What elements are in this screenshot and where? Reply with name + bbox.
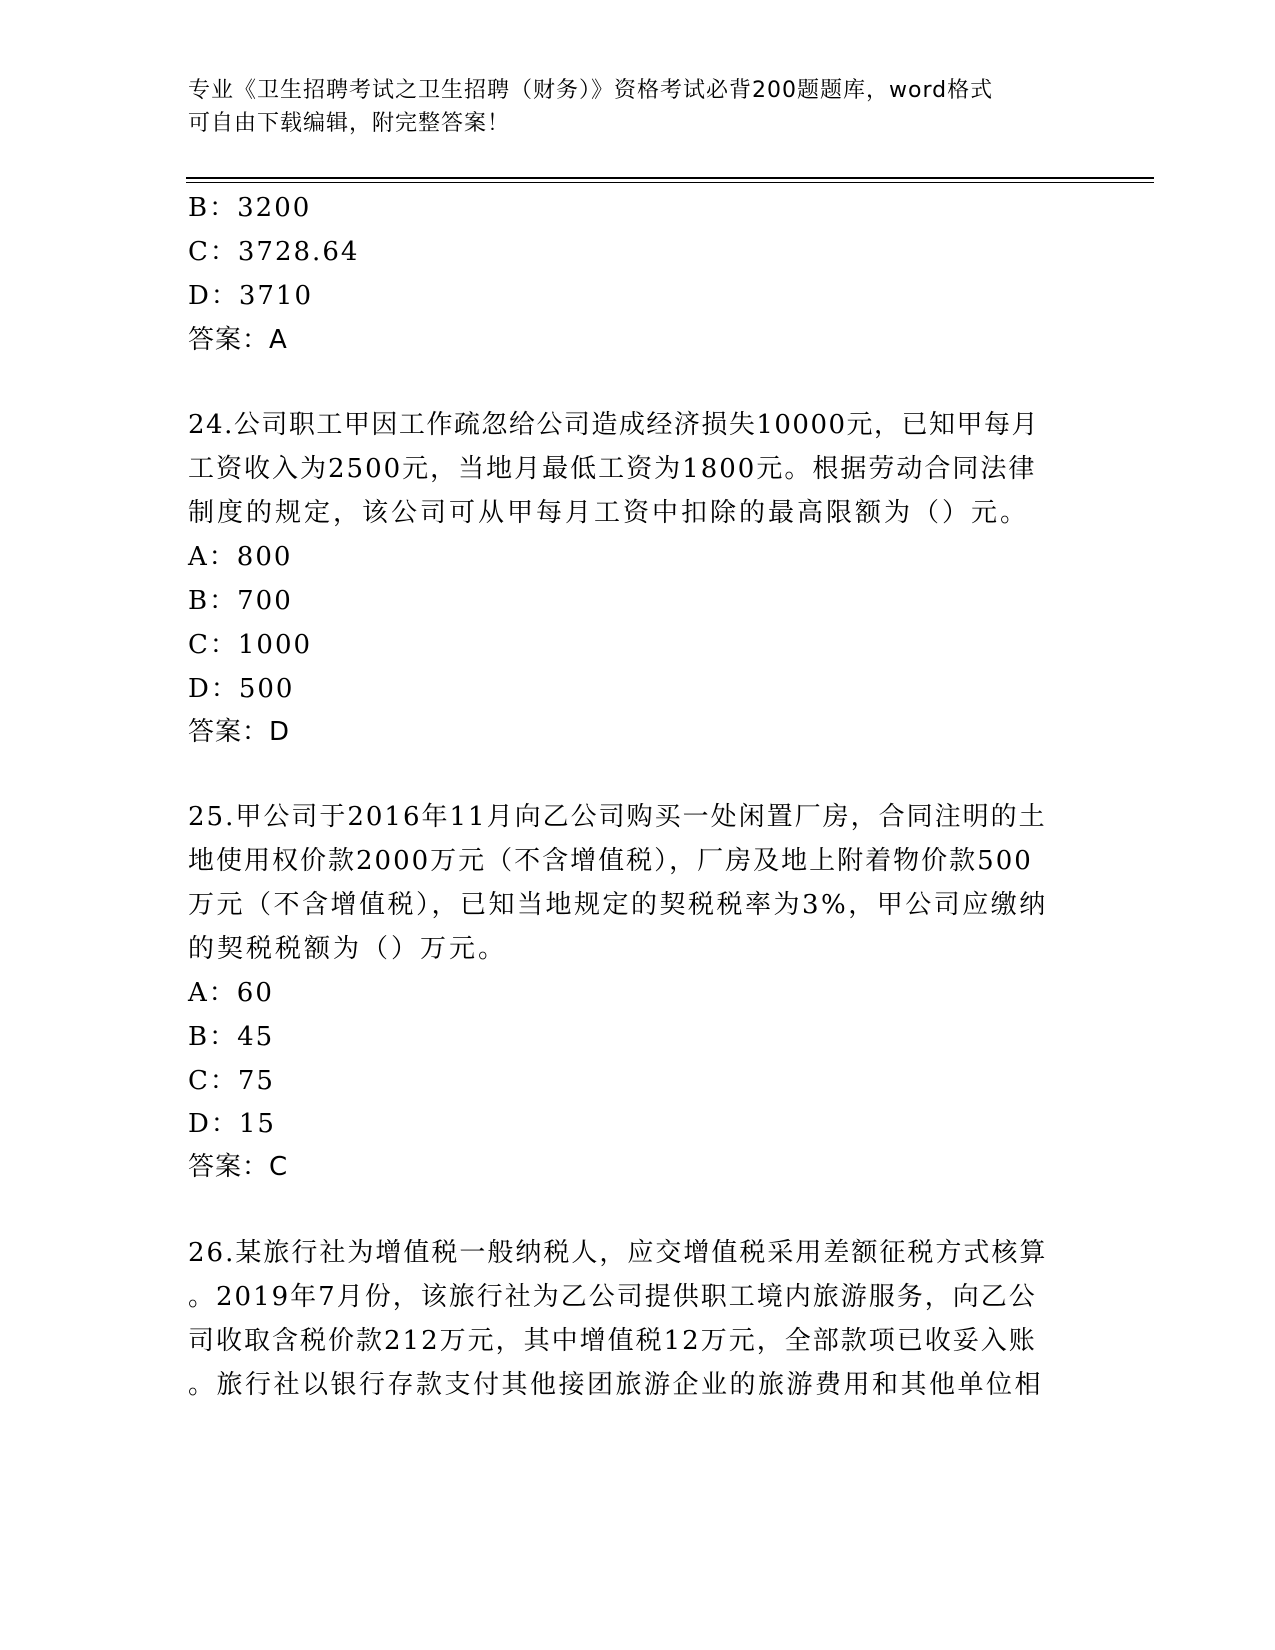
header-line-2: 可自由下载编辑，附完整答案！ bbox=[188, 111, 511, 136]
q23-option-c: C：3728.64 bbox=[188, 237, 360, 267]
q25-stem-line-1: 25.甲公司于2016年11月向乙公司购买一处闲置厂房，合同注明的土 bbox=[188, 802, 1047, 832]
q24-stem-line-1: 24.公司职工甲因工作疏忽给公司造成经济损失10000元，已知甲每月 bbox=[188, 410, 1040, 440]
header-rule-thick bbox=[186, 177, 1154, 179]
q23-option-b: B：3200 bbox=[188, 193, 312, 223]
q23-option-d: D：3710 bbox=[188, 281, 314, 311]
q25-option-d: D：15 bbox=[188, 1109, 276, 1139]
q26-stem-line-1: 26.某旅行社为增值税一般纳税人，应交增值税采用差额征税方式核算 bbox=[188, 1238, 1048, 1268]
q26-stem-line-3: 司收取含税价款212万元，其中增值税12万元，全部款项已收妥入账 bbox=[188, 1326, 1037, 1356]
q24-option-a: A：800 bbox=[188, 542, 293, 572]
q23-answer: 答案：A bbox=[188, 325, 288, 355]
q24-stem-line-3: 制度的规定，该公司可从甲每月工资中扣除的最高限额为（）元。 bbox=[188, 498, 1030, 528]
q24-option-d: D：500 bbox=[188, 674, 295, 704]
q25-stem-line-4: 的契税税额为（）万元。 bbox=[188, 934, 508, 964]
q26-stem-line-4: 。旅行社以银行存款支付其他接团旅游企业的旅游费用和其他单位相 bbox=[188, 1370, 1044, 1400]
header-rule-thin bbox=[186, 182, 1154, 183]
q25-stem-line-3: 万元（不含增值税），已知当地规定的契税税率为3%，甲公司应缴纳 bbox=[188, 890, 1048, 920]
q25-answer: 答案：C bbox=[188, 1152, 289, 1182]
q25-option-b: B：45 bbox=[188, 1022, 275, 1052]
header-line-1: 专业《卫生招聘考试之卫生招聘（财务）》资格考试必背200题题库，word格式 bbox=[188, 78, 994, 103]
q25-option-c: C：75 bbox=[188, 1066, 275, 1096]
q24-option-c: C：1000 bbox=[188, 630, 313, 660]
document-header bbox=[188, 74, 1088, 140]
q25-stem-line-2: 地使用权价款2000万元（不含增值税），厂房及地上附着物价款500 bbox=[188, 846, 1033, 876]
q24-answer: 答案：D bbox=[188, 717, 291, 747]
q26-stem-line-2: 。2019年7月份，该旅行社为乙公司提供职工境内旅游服务，向乙公 bbox=[188, 1282, 1037, 1312]
q24-option-b: B：700 bbox=[188, 586, 293, 616]
q24-stem-line-2: 工资收入为2500元，当地月最低工资为1800元。根据劳动合同法律 bbox=[188, 454, 1037, 484]
q25-option-a: A：60 bbox=[188, 978, 274, 1008]
